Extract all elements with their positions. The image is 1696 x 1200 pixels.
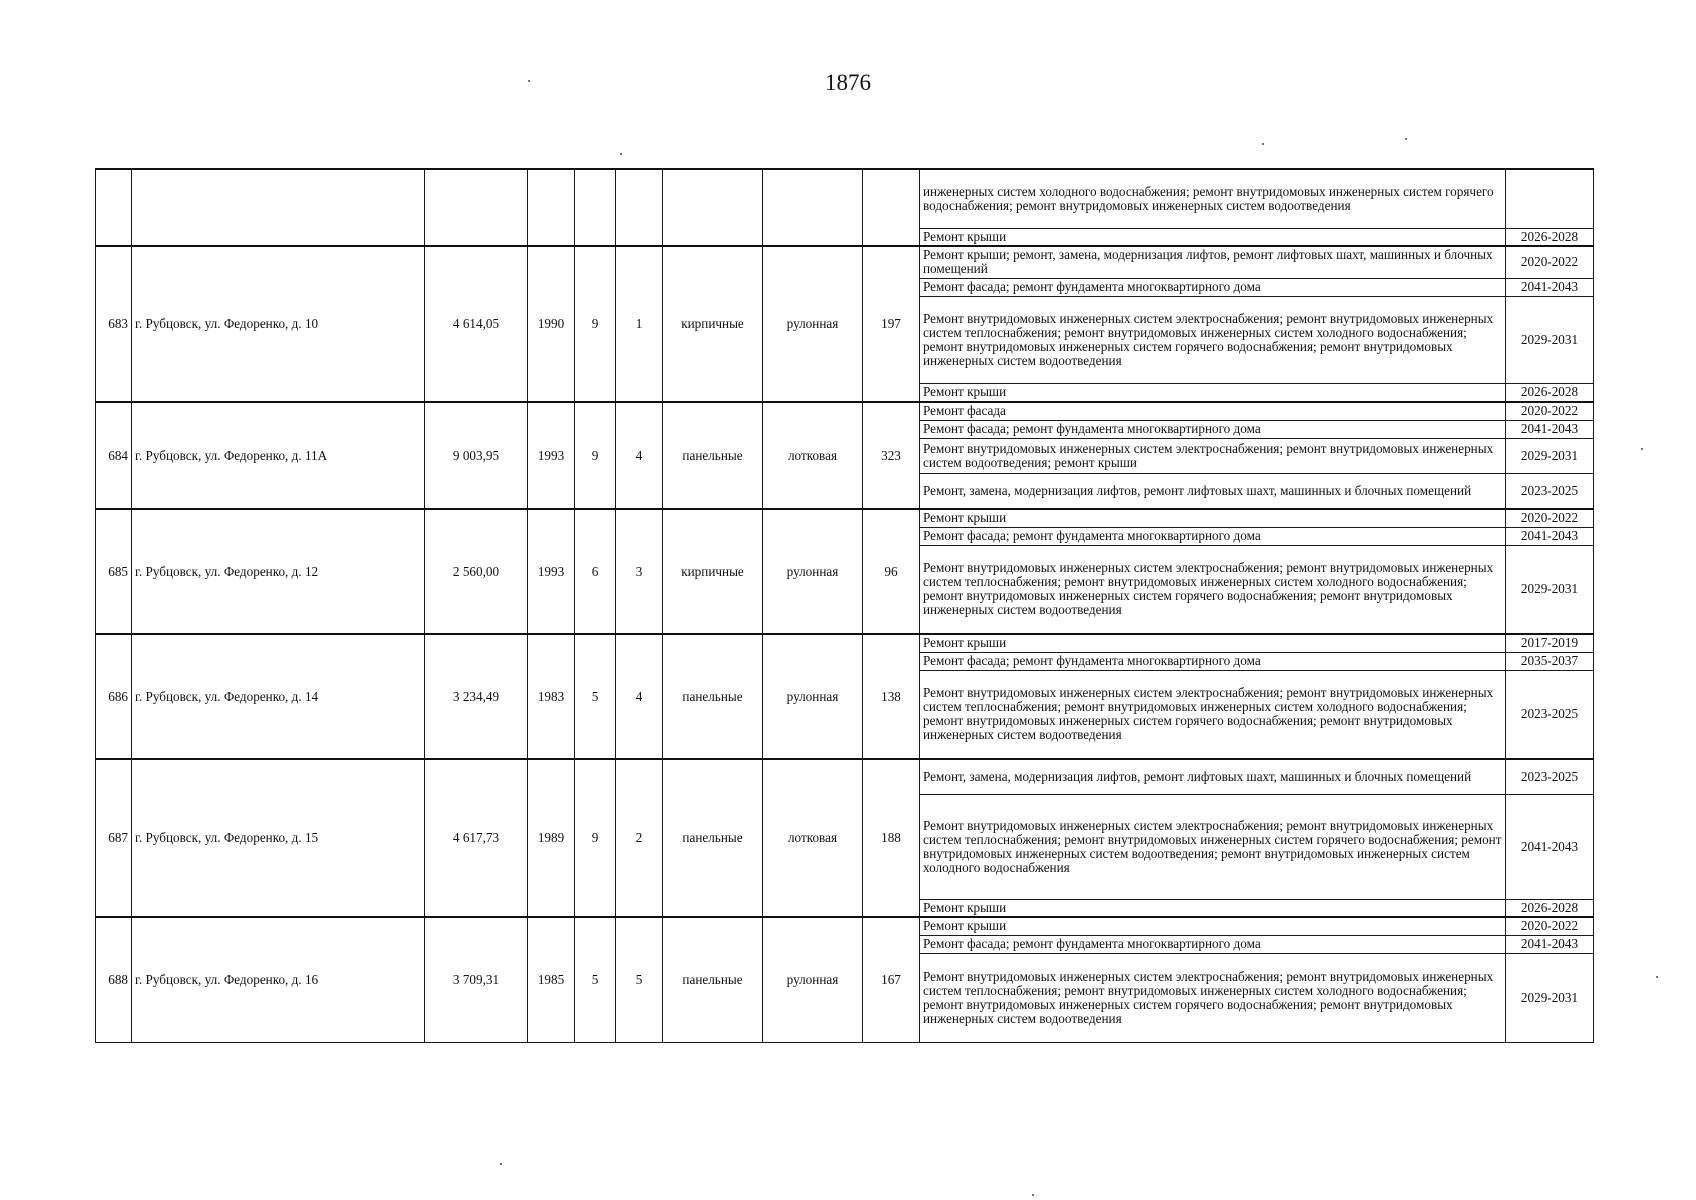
repair-period: 2026-2028	[1506, 899, 1594, 917]
wall-material: панельные	[663, 917, 763, 1042]
repair-work-description: Ремонт крыши	[920, 509, 1506, 527]
repair-period: 2041-2043	[1506, 527, 1594, 545]
repair-period: 2023-2025	[1506, 670, 1594, 759]
repair-work-description: инженерных систем холодного водоснабжения; ремонт внутридомовых инженерных систем горячего водоснабжения; ремонт внутридомовых инженерных систем водоотведения	[920, 169, 1506, 228]
apartments-count: 188	[863, 759, 920, 917]
entrances-count: 1	[616, 246, 663, 402]
scan-speck	[528, 80, 530, 82]
row-number: 685	[96, 509, 132, 634]
repair-work-description: Ремонт фасада; ремонт фундамента многоквартирного дома	[920, 652, 1506, 670]
floors-count: 5	[575, 634, 616, 759]
repair-period: 2035-2037	[1506, 652, 1594, 670]
apartments-count: 197	[863, 246, 920, 402]
house-address: г. Рубцовск, ул. Федоренко, д. 12	[132, 509, 425, 634]
apartments-count: 138	[863, 634, 920, 759]
total-area	[425, 169, 528, 246]
repair-period: 2041-2043	[1506, 794, 1594, 899]
total-area: 4 617,73	[425, 759, 528, 917]
total-area: 2 560,00	[425, 509, 528, 634]
entrances-count: 5	[616, 917, 663, 1042]
repair-work-description: Ремонт фасада; ремонт фундамента многоквартирного дома	[920, 278, 1506, 296]
repair-work-description: Ремонт, замена, модернизация лифтов, ремонт лифтовых шахт, машинных и блочных помещений	[920, 473, 1506, 509]
floors-count: 6	[575, 509, 616, 634]
repair-work-description: Ремонт крыши; ремонт, замена, модернизация лифтов, ремонт лифтовых шахт, машинных и блочных помещений	[920, 246, 1506, 278]
wall-material	[663, 169, 763, 246]
house-row	[96, 509, 1594, 527]
wall-material: кирпичные	[663, 509, 763, 634]
repair-period: 2023-2025	[1506, 759, 1594, 794]
total-area: 4 614,05	[425, 246, 528, 402]
repair-work-description: Ремонт фасада; ремонт фундамента многоквартирного дома	[920, 935, 1506, 953]
repair-work-description: Ремонт внутридомовых инженерных систем электроснабжения; ремонт внутридомовых инженерных систем водоотведения; ремонт крыши	[920, 438, 1506, 473]
house-address: г. Рубцовск, ул. Федоренко, д. 15	[132, 759, 425, 917]
roof-type: рулонная	[763, 509, 863, 634]
build-year: 1990	[528, 246, 575, 402]
floors-count	[575, 169, 616, 246]
repair-work-description: Ремонт внутридомовых инженерных систем электроснабжения; ремонт внутридомовых инженерных систем теплоснабжения; ремонт внутридомовых инженерных систем холодного водоснабжения; ремонт внутридомовых инженерных систем горячего водоснабжения; ремонт внутридомовых инженерных систем водоотведения	[920, 545, 1506, 634]
repair-period: 2041-2043	[1506, 278, 1594, 296]
roof-type: рулонная	[763, 917, 863, 1042]
roof-type: лотковая	[763, 402, 863, 509]
entrances-count	[616, 169, 663, 246]
scan-speck	[1405, 138, 1407, 140]
apartments-count	[863, 169, 920, 246]
repair-period: 2029-2031	[1506, 296, 1594, 383]
repair-work-description: Ремонт фасада; ремонт фундамента многоквартирного дома	[920, 527, 1506, 545]
repair-work-description: Ремонт, замена, модернизация лифтов, ремонт лифтовых шахт, машинных и блочных помещений	[920, 759, 1506, 794]
capital-repair-table	[95, 168, 1594, 1043]
page-number: 1876	[825, 70, 871, 95]
scan-speck	[500, 1163, 502, 1165]
scan-speck	[1641, 448, 1643, 450]
apartments-count: 323	[863, 402, 920, 509]
repair-period: 2029-2031	[1506, 438, 1594, 473]
repair-period: 2020-2022	[1506, 509, 1594, 527]
repair-period: 2026-2028	[1506, 228, 1594, 246]
repair-period: 2023-2025	[1506, 473, 1594, 509]
repair-work-description: Ремонт внутридомовых инженерных систем электроснабжения; ремонт внутридомовых инженерных систем теплоснабжения; ремонт внутридомовых инженерных систем горячего водоснабжения; ремонт внутридомовых инженерных систем водоотведения; ремонт внутридомовых инженерных систем холодного водоснабжения	[920, 794, 1506, 899]
repair-period: 2020-2022	[1506, 917, 1594, 935]
row-number: 684	[96, 402, 132, 509]
build-year: 1993	[528, 509, 575, 634]
repair-work-description: Ремонт фасада; ремонт фундамента многоквартирного дома	[920, 420, 1506, 438]
house-address	[132, 169, 425, 246]
total-area: 3 234,49	[425, 634, 528, 759]
repair-period	[1506, 169, 1594, 228]
repair-work-description: Ремонт крыши	[920, 383, 1506, 402]
apartments-count: 167	[863, 917, 920, 1042]
repair-period: 2041-2043	[1506, 935, 1594, 953]
floors-count: 5	[575, 917, 616, 1042]
floors-count: 9	[575, 246, 616, 402]
roof-type: рулонная	[763, 246, 863, 402]
build-year: 1983	[528, 634, 575, 759]
floors-count: 9	[575, 759, 616, 917]
build-year: 1989	[528, 759, 575, 917]
entrances-count: 2	[616, 759, 663, 917]
build-year: 1993	[528, 402, 575, 509]
wall-material: панельные	[663, 634, 763, 759]
repair-period: 2017-2019	[1506, 634, 1594, 652]
row-number	[96, 169, 132, 246]
scan-speck	[1032, 1194, 1034, 1196]
repair-period: 2029-2031	[1506, 953, 1594, 1042]
repair-work-description: Ремонт фасада	[920, 402, 1506, 420]
house-row	[96, 634, 1594, 652]
build-year	[528, 169, 575, 246]
repair-period: 2020-2022	[1506, 246, 1594, 278]
row-number: 688	[96, 917, 132, 1042]
house-row	[96, 759, 1594, 794]
scan-speck	[1262, 143, 1264, 145]
total-area: 3 709,31	[425, 917, 528, 1042]
repair-work-description: Ремонт внутридомовых инженерных систем электроснабжения; ремонт внутридомовых инженерных систем теплоснабжения; ремонт внутридомовых инженерных систем холодного водоснабжения; ремонт внутридомовых инженерных систем горячего водоснабжения; ремонт внутридомовых инженерных систем водоотведения	[920, 953, 1506, 1042]
house-address: г. Рубцовск, ул. Федоренко, д. 10	[132, 246, 425, 402]
scan-speck	[1656, 976, 1658, 978]
total-area: 9 003,95	[425, 402, 528, 509]
house-row	[96, 169, 1594, 228]
house-address: г. Рубцовск, ул. Федоренко, д. 14	[132, 634, 425, 759]
wall-material: панельные	[663, 759, 763, 917]
repair-work-description: Ремонт крыши	[920, 634, 1506, 652]
house-address: г. Рубцовск, ул. Федоренко, д. 16	[132, 917, 425, 1042]
entrances-count: 4	[616, 634, 663, 759]
row-number: 686	[96, 634, 132, 759]
repair-work-description: Ремонт крыши	[920, 228, 1506, 246]
house-row	[96, 246, 1594, 278]
row-number: 683	[96, 246, 132, 402]
roof-type	[763, 169, 863, 246]
house-row	[96, 917, 1594, 935]
repair-period: 2029-2031	[1506, 545, 1594, 634]
house-address: г. Рубцовск, ул. Федоренко, д. 11А	[132, 402, 425, 509]
repair-period: 2041-2043	[1506, 420, 1594, 438]
repair-work-description: Ремонт крыши	[920, 899, 1506, 917]
repair-work-description: Ремонт внутридомовых инженерных систем электроснабжения; ремонт внутридомовых инженерных систем теплоснабжения; ремонт внутридомовых инженерных систем холодного водоснабжения; ремонт внутридомовых инженерных систем горячего водоснабжения; ремонт внутридомовых инженерных систем водоотведения	[920, 296, 1506, 383]
house-row	[96, 402, 1594, 420]
table-body	[96, 169, 1594, 1042]
roof-type: рулонная	[763, 634, 863, 759]
repair-period: 2020-2022	[1506, 402, 1594, 420]
repair-period: 2026-2028	[1506, 383, 1594, 402]
entrances-count: 4	[616, 402, 663, 509]
apartments-count: 96	[863, 509, 920, 634]
repair-work-description: Ремонт внутридомовых инженерных систем электроснабжения; ремонт внутридомовых инженерных систем теплоснабжения; ремонт внутридомовых инженерных систем холодного водоснабжения; ремонт внутридомовых инженерных систем горячего водоснабжения; ремонт внутридомовых инженерных систем водоотведения	[920, 670, 1506, 759]
scan-speck	[620, 153, 622, 155]
floors-count: 9	[575, 402, 616, 509]
wall-material: кирпичные	[663, 246, 763, 402]
wall-material: панельные	[663, 402, 763, 509]
entrances-count: 3	[616, 509, 663, 634]
row-number: 687	[96, 759, 132, 917]
build-year: 1985	[528, 917, 575, 1042]
repair-work-description: Ремонт крыши	[920, 917, 1506, 935]
roof-type: лотковая	[763, 759, 863, 917]
